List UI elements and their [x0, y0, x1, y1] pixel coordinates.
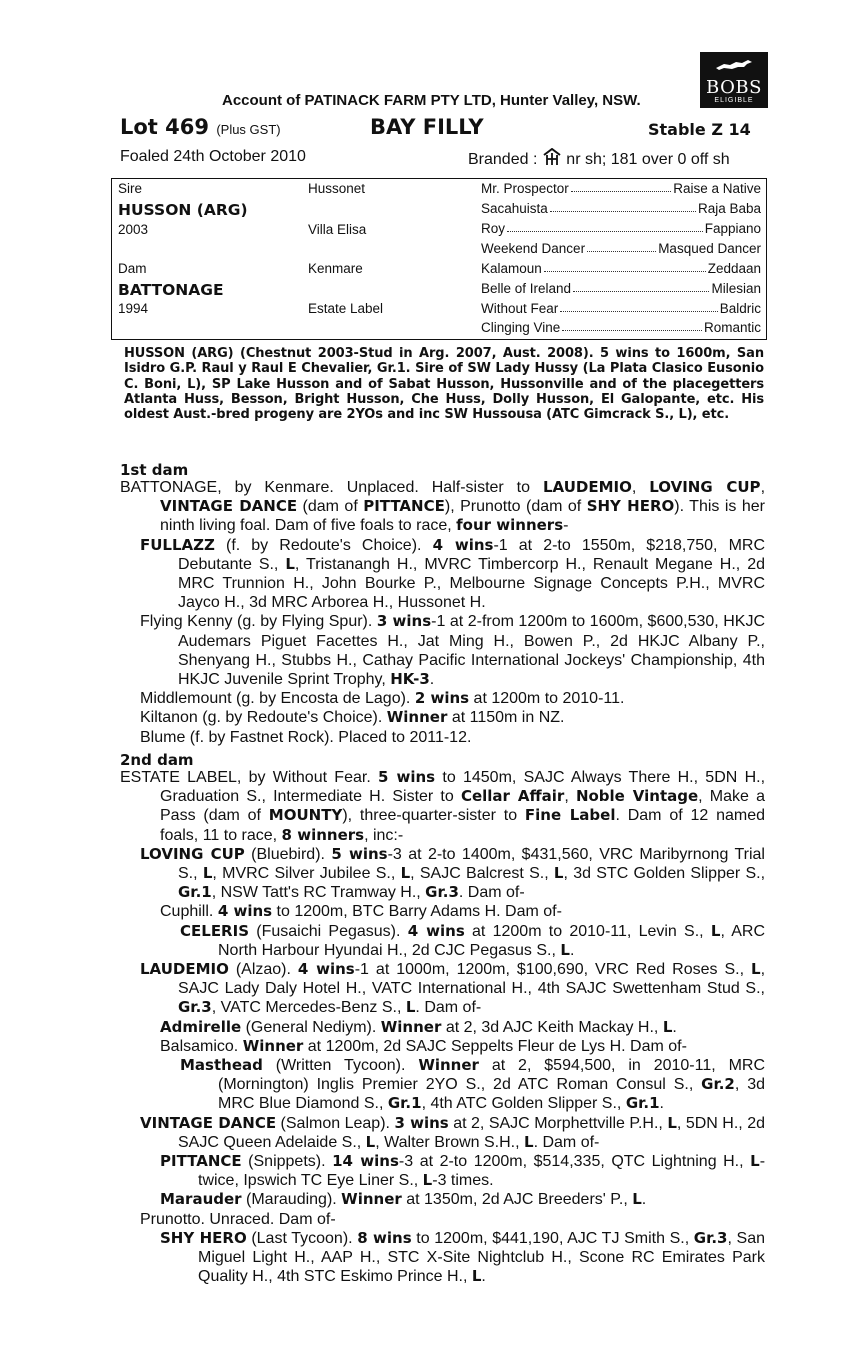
text-run: L — [405, 998, 416, 1017]
text-run: . Dam of- — [458, 884, 525, 902]
text-run: 4 wins — [407, 921, 465, 940]
stable-number: Stable Z 14 — [648, 120, 751, 139]
text-run: , Tristanangh H., MVRC Timbercorp H., Renault Megane H., 2d MRC Trunnion H., John Bourke P., Melbourne Signage Concepts P.H., MVRC Jayco H., 3d MRC Arborea H., Hussonet H. — [178, 555, 765, 612]
branded-info — [468, 148, 730, 169]
text-run: 14 wins — [332, 1152, 399, 1171]
dam-year: 1994 — [118, 301, 149, 316]
text-run: . — [659, 1095, 664, 1113]
text-run: Gr.3 — [693, 1228, 728, 1247]
text-run: 4 wins — [217, 902, 273, 921]
grandsire-paternal: Hussonet — [308, 181, 366, 196]
sire-year: 2003 — [118, 222, 149, 237]
text-run: four winners — [456, 516, 564, 535]
text-run: VINTAGE DANCE — [140, 1113, 277, 1132]
text-run: Cellar Affair — [460, 787, 565, 806]
first-dam-heading: 1st dam — [120, 461, 189, 479]
descendant-entry — [120, 1210, 765, 1229]
text-run: LOVING CUP — [140, 844, 245, 863]
text-run: (Written Tycoon). — [262, 1057, 419, 1075]
text-run: (Fusaichi Pegasus). — [249, 922, 408, 940]
text-run: , ARC North Harbour Hyundai H., 2d CJC Pegasus S., — [218, 922, 766, 959]
text-run: Winner — [380, 1017, 442, 1036]
second-dam-entries — [120, 845, 765, 1287]
descendant-entry — [120, 1037, 765, 1056]
text-run: , SAJC Lady Daly Hotel H., VATC International H., 4th SAJC Swettenham Stud S., — [178, 961, 766, 998]
foaled-date: Foaled 24th October 2010 — [120, 148, 306, 165]
g2-row: Without Fear Baldric — [481, 301, 761, 316]
text-run: , 4th ATC Golden Slipper S., — [421, 1095, 626, 1113]
vendor-account: Account of PATINACK FARM PTY LTD, Hunter Valley, NSW. — [222, 92, 641, 109]
granddam-maternal: Estate Label — [308, 301, 384, 316]
text-run: Gr.1 — [387, 1094, 422, 1113]
text-run: at 2, SAJC Morphettville P.H., — [448, 1114, 668, 1132]
text-run: (dam of — [297, 498, 364, 516]
text-run: L — [553, 864, 564, 883]
first-dam-section — [120, 478, 765, 747]
text-run: Balsamico. — [160, 1037, 243, 1055]
text-run: 4 wins — [297, 960, 355, 979]
g2-row: Mr. Prospector Raise a Native — [481, 181, 761, 196]
brand-mark-icon — [542, 148, 562, 166]
text-run: Noble Vintage — [575, 787, 699, 806]
text-run: PITTANCE — [363, 497, 445, 516]
text-run: at 2, $594,500, in 2010-11, MRC (Mornington) Inglis Premier 2YO S., 2d ATC Roman Consul S., — [218, 1057, 765, 1094]
text-run: FULLAZZ — [140, 535, 215, 554]
descendant-entry — [120, 1056, 765, 1114]
descendant-entry — [120, 1190, 765, 1209]
text-run: PITTANCE — [160, 1152, 242, 1171]
text-run: . — [429, 671, 435, 689]
first-dam-intro — [120, 478, 765, 536]
text-run: L — [365, 1132, 376, 1151]
text-run: , Make a Pass (dam of — [160, 788, 765, 825]
text-run: , — [631, 479, 650, 496]
text-run: Masthead — [180, 1056, 263, 1075]
text-run: Marauder — [160, 1190, 242, 1209]
text-run: Blume (f. by Fastnet Rock). Placed to 2011-12. — [140, 728, 472, 746]
descendant-entry — [120, 902, 765, 921]
text-run: 3 wins — [394, 1113, 449, 1132]
text-run: L — [524, 1132, 534, 1151]
text-run: Admirelle — [160, 1017, 242, 1036]
text-run: -3 at 2-to 1400m, $431,560, VRC Maribyrnong Trial S., — [178, 845, 765, 883]
text-run: 5 wins — [331, 844, 388, 863]
text-run: (Salmon Leap). — [276, 1114, 395, 1132]
text-run: , 3d STC Golden Slipper S., — [563, 865, 766, 883]
text-run: -3 times. — [432, 1172, 494, 1190]
text-run: 2 wins — [414, 689, 470, 708]
text-run: . — [641, 1191, 647, 1209]
text-run: L — [202, 864, 213, 883]
dam-label: Dam — [118, 261, 147, 276]
text-run: Flying Kenny (g. by Flying Spur). — [140, 613, 377, 631]
text-run: . Dam of- — [415, 999, 482, 1017]
text-run: (Bluebird). — [244, 845, 332, 863]
text-run: at 1150m in NZ. — [447, 709, 565, 727]
g2-row: Weekend Dancer Masqued Dancer — [481, 241, 761, 256]
text-run: CELERIS — [180, 921, 249, 940]
text-run: (Marauding). — [241, 1191, 342, 1209]
text-run: L — [662, 1017, 673, 1036]
horse-icon — [714, 58, 754, 72]
foal-entry — [120, 728, 765, 747]
sire-label: Sire — [118, 181, 143, 196]
text-run: L — [471, 1267, 482, 1286]
text-run: to 1200m, BTC Barry Adams H. Dam of- — [272, 903, 562, 921]
text-run: (f. by Redoute's Choice). — [214, 536, 433, 554]
text-run: L — [710, 921, 721, 940]
horse-description: BAY FILLY — [370, 115, 484, 139]
text-run: L — [422, 1171, 433, 1190]
text-run: -twice, Ipswich TC Eye Liner S., — [198, 1153, 766, 1190]
g2-row: Clinging Vine Romantic — [481, 320, 761, 335]
pedigree-table — [111, 178, 767, 340]
text-run: LAUDEMIO — [542, 478, 632, 496]
text-run: Gr.1 — [178, 883, 212, 902]
text-run: 8 winners — [281, 825, 365, 844]
text-run: Winner — [242, 1036, 304, 1055]
text-run: Gr.3 — [178, 998, 212, 1017]
text-run: , — [564, 788, 576, 806]
g2-row: Roy Fappiano — [481, 221, 761, 236]
text-run: SHY HERO — [586, 497, 675, 516]
text-run: . — [569, 941, 575, 959]
text-run: . Dam of- — [533, 1133, 600, 1151]
text-run: , inc:- — [364, 826, 404, 844]
logo-brand: BOBS — [706, 77, 762, 98]
text-run: L — [632, 1190, 642, 1209]
text-run: Winner — [418, 1056, 479, 1075]
text-run: to 1450m, SAJC Always There H., 5DN H., Graduation S., Intermediate H. Sister to — [160, 769, 766, 806]
text-run: L — [285, 554, 295, 573]
text-run: , SAJC Balcrest S., — [410, 865, 554, 883]
text-run: at 2, 3d AJC Keith Mackay H., — [441, 1018, 663, 1036]
text-run: Gr.3 — [425, 883, 459, 902]
text-run: LAUDEMIO — [140, 960, 229, 979]
text-run: -1 at 1000m, 1200m, $100,690, VRC Red Roses S., — [354, 961, 751, 979]
text-run: - — [563, 517, 569, 535]
text-run: , San Miguel Light H., AAP H., STC X-Site Nightclub H., Scone RC Emirates Park Quality H., 4th STC Eskimo Prince H., — [198, 1229, 766, 1286]
branded-suffix: nr sh; 181 over 0 off sh — [566, 151, 730, 168]
foal-entry — [120, 536, 765, 613]
logo-sub: ELIGIBLE — [714, 97, 754, 104]
text-run: (Snippets). — [241, 1153, 333, 1171]
text-run: . — [672, 1018, 677, 1036]
text-run: to 1200m, $441,190, AJC TJ Smith S., — [411, 1229, 694, 1247]
text-run: SHY HERO — [160, 1228, 247, 1247]
text-run: Gr.1 — [625, 1094, 660, 1113]
text-run: BATTONAGE, by Kenmare. Unplaced. Half-sister to — [120, 479, 543, 496]
text-run: MOUNTY — [268, 806, 343, 825]
lot-number — [120, 115, 281, 139]
text-run: ESTATE LABEL, by Without Fear. — [120, 769, 379, 786]
descendant-entry — [120, 1152, 765, 1190]
text-run: (Alzao). — [228, 961, 298, 979]
text-run: at 1200m, 2d SAJC Seppelts Fleur de Lys H. Dam of- — [303, 1037, 687, 1055]
descendant-entry — [120, 1018, 765, 1037]
text-run: , Walter Brown S.H., — [375, 1133, 525, 1151]
dam-name: BATTONAGE — [118, 281, 224, 299]
text-run: HK-3 — [390, 670, 430, 689]
first-dam-foals — [120, 536, 765, 747]
text-run: , MVRC Silver Jubilee S., — [212, 865, 401, 883]
g2-row: Belle of Ireland Milesian — [481, 281, 761, 296]
branded-prefix: Branded : — [468, 151, 538, 168]
text-run: ), Prunotto (dam of — [444, 498, 587, 516]
descendant-entry — [120, 922, 765, 960]
sire-name: HUSSON (ARG) — [118, 201, 248, 219]
text-run: L — [751, 960, 761, 979]
text-run: Winner — [341, 1190, 402, 1209]
foal-entry — [120, 612, 765, 689]
text-run: at 1200m to 2010-11. — [469, 690, 625, 708]
second-dam-intro — [120, 768, 765, 845]
descendant-entry — [120, 1229, 765, 1287]
sire-summary: HUSSON (ARG) (Chestnut 2003-Stud in Arg. 2007, Aust. 2008). 5 wins to 1600m, San Isidro G.P. Raul y Raul E Chevalier, Gr.1. Sire of SW Lady Hussy (La Plata Clasico Eusonio C. Boni, L), SP Lake Husson and of Sabat Husson, Hussonville and of the placegetters Atlanta Huss, Besson, Bright Husson, Che Huss, Dolly Husson, El Galopante, etc. His oldest Aust.-bred progeny are 2YOs and inc SW Hussousa (ATC Gimcrack S., L), etc. — [124, 346, 764, 423]
g2-row: Sacahuista Raja Baba — [481, 201, 761, 216]
gst-note: (Plus GST) — [216, 122, 281, 137]
text-run: L — [400, 864, 411, 883]
foal-entry — [120, 689, 765, 708]
text-run: L — [560, 940, 570, 959]
text-run: VINTAGE DANCE — [160, 497, 298, 516]
text-run: Prunotto. Unraced. Dam of- — [140, 1210, 336, 1228]
text-run: L — [667, 1113, 677, 1132]
text-run: ), three-quarter-sister to — [342, 807, 525, 825]
text-run: -1 at 2-to 1550m, $218,750, MRC Debutante S., — [178, 536, 766, 573]
text-run: 4 wins — [432, 535, 494, 554]
second-dam-heading: 2nd dam — [120, 751, 194, 769]
grandsire-maternal: Kenmare — [308, 261, 363, 276]
text-run: Winner — [386, 708, 448, 727]
text-run: 3 wins — [376, 612, 432, 631]
lot-label: Lot 469 — [120, 115, 209, 139]
text-run: LOVING CUP — [649, 478, 761, 496]
text-run: -3 at 2-to 1200m, $514,335, QTC Lightning H., — [398, 1153, 751, 1171]
descendant-entry — [120, 845, 765, 903]
g2-row: Kalamoun Zeddaan — [481, 261, 761, 276]
text-run: 8 wins — [357, 1228, 412, 1247]
text-run: (Last Tycoon). — [246, 1229, 358, 1247]
text-run: Kiltanon (g. by Redoute's Choice). — [140, 709, 387, 727]
text-run: at 1350m, 2d AJC Breeders' P., — [401, 1191, 633, 1209]
second-dam-section — [120, 768, 765, 1286]
text-run: Fine Label — [524, 806, 616, 825]
text-run: , — [760, 479, 766, 496]
text-run: 5 wins — [378, 768, 436, 786]
text-run: Cuphill. — [160, 903, 218, 921]
foal-entry — [120, 708, 765, 727]
text-run: at 1200m to 2010-11, Levin S., — [464, 922, 711, 940]
granddam-paternal: Villa Elisa — [308, 222, 367, 237]
descendant-entry — [120, 960, 765, 1018]
text-run: , VATC Mercedes-Benz S., — [211, 999, 406, 1017]
text-run: Middlemount (g. by Encosta de Lago). — [140, 690, 415, 708]
text-run: . — [481, 1268, 486, 1286]
text-run: . Dam of 12 named foals, 11 to race, — [160, 807, 765, 844]
text-run: , NSW Tatt's RC Tramway H., — [211, 884, 426, 902]
text-run: -1 at 2-from 1200m to 1600m, $600,530, HKJC Audemars Piguet Facettes H., Jat Ming H., Bowen P., 2d HKJC Albany P., Shenyang H., Stubbs H., Cathay Pacific International Jockeys' Championship, 4th HKJC Juvenile Sprint Trophy, — [178, 613, 765, 689]
text-run: L — [750, 1152, 760, 1171]
text-run: Gr.2 — [701, 1075, 735, 1094]
text-run: (General Nediym). — [241, 1018, 381, 1036]
text-run: ). This is her ninth living foal. Dam of five foals to race, — [160, 498, 765, 535]
descendant-entry — [120, 1114, 765, 1152]
text-run: , 3d MRC Blue Diamond S., — [218, 1076, 766, 1113]
bobs-logo — [700, 52, 768, 108]
text-run: , 5DN H., 2d SAJC Queen Adelaide S., — [178, 1114, 766, 1151]
